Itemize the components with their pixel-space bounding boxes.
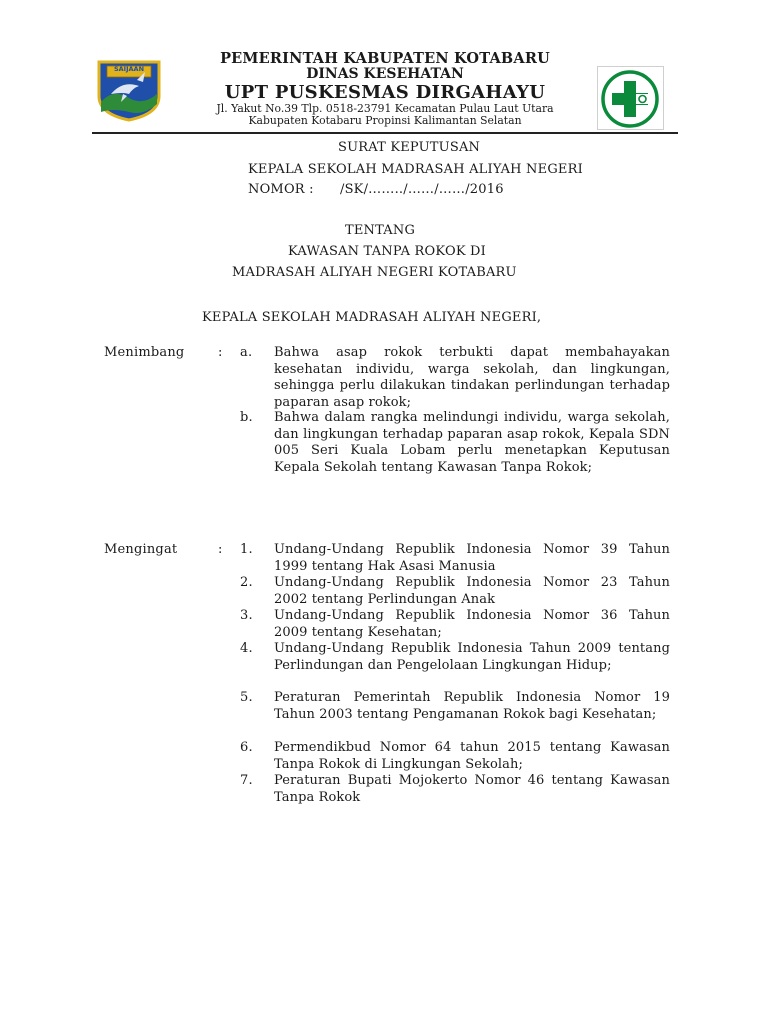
menimbang-marker-a: a. [240,345,253,360]
kop-address-1: Jl. Yakut No.39 Tlp. 0518-23791 Kecamatan Pulau Laut Utara [216,102,554,115]
kop-address-2: Kabupaten Kotabaru Propinsi Kalimantan Selatan [248,114,522,127]
surat-keputusan-title: SURAT KEPUTUSAN [338,140,481,155]
opening-statement: KEPALA SEKOLAH MADRASAH ALIYAH NEGERI, [202,310,542,325]
mengingat-item-3: Undang-Undang Republik Indonesia Nomor 36 Tahun 2009 tentang Kesehatan; [274,608,670,640]
puskesmas-cross-icon [597,66,664,130]
tentang-heading: TENTANG [345,223,416,238]
mengingat-marker-5: 5. [240,690,253,705]
emblem-banner-text: SAIJAAN [113,65,145,73]
subject-line-2: MADRASAH ALIYAH NEGERI KOTABARU [232,265,517,280]
mengingat-item-2: Undang-Undang Republik Indonesia Nomor 23 Tahun 2002 tentang Perlindungan Anak [274,575,670,607]
subject-line-1: KAWASAN TANPA ROKOK DI [288,244,487,259]
kop-upt: UPT PUSKESMAS DIRGAHAYU [224,82,546,103]
letterhead-divider [92,132,678,134]
nomor-label: NOMOR : [248,182,314,197]
mengingat-marker-7: 7. [240,773,253,788]
menimbang-item-a: Bahwa asap rokok terbukti dapat membahayakan kesehatan individu, warga sekolah, dan lingkungan, sehingga perlu dilakukan tindakan perlindungan terhadap paparan asap rokok; [274,345,670,410]
menimbang-colon: : [218,345,223,360]
mengingat-colon: : [218,542,223,557]
mengingat-marker-4: 4. [240,641,253,656]
nomor-value: /SK/……../……/……/2016 [340,182,504,197]
kop-dinas: DINAS KESEHATAN [306,66,464,82]
menimbang-item-b: Bahwa dalam rangka melindungi individu, warga sekolah, dan lingkungan terhadap paparan asap rokok, Kepala SDN 005 Seri Kuala Lobam perlu menetapkan Keputusan Kepala Sekolah tentang Kawasan Tanpa Rokok; [274,410,670,475]
mengingat-item-4: Undang-Undang Republik Indonesia Tahun 2009 tentang Perlindungan dan Pengelolaan Lingkungan Hidup; [274,641,670,673]
menimbang-label: Menimbang [104,345,185,360]
mengingat-item-6: Permendikbud Nomor 64 tahun 2015 tentang Kawasan Tanpa Rokok di Lingkungan Sekolah; [274,740,670,772]
menimbang-marker-b: b. [240,410,253,425]
mengingat-marker-3: 3. [240,608,253,623]
kepala-sekolah-title: KEPALA SEKOLAH MADRASAH ALIYAH NEGERI [248,162,583,177]
mengingat-marker-6: 6. [240,740,253,755]
kop-pemerintah: PEMERINTAH KABUPATEN KOTABARU [220,50,550,67]
mengingat-item-7: Peraturan Bupati Mojokerto Nomor 46 tentang Kawasan Tanpa Rokok [274,773,670,805]
mengingat-marker-1: 1. [240,542,253,557]
mengingat-item-5: Peraturan Pemerintah Republik Indonesia Nomor 19 Tahun 2003 tentang Pengamanan Rokok bagi Kesehatan; [274,690,670,722]
mengingat-item-1: Undang-Undang Republik Indonesia Nomor 39 Tahun 1999 tentang Hak Asasi Manusia [274,542,670,574]
mengingat-label: Mengingat [104,542,178,557]
mengingat-marker-2: 2. [240,575,253,590]
